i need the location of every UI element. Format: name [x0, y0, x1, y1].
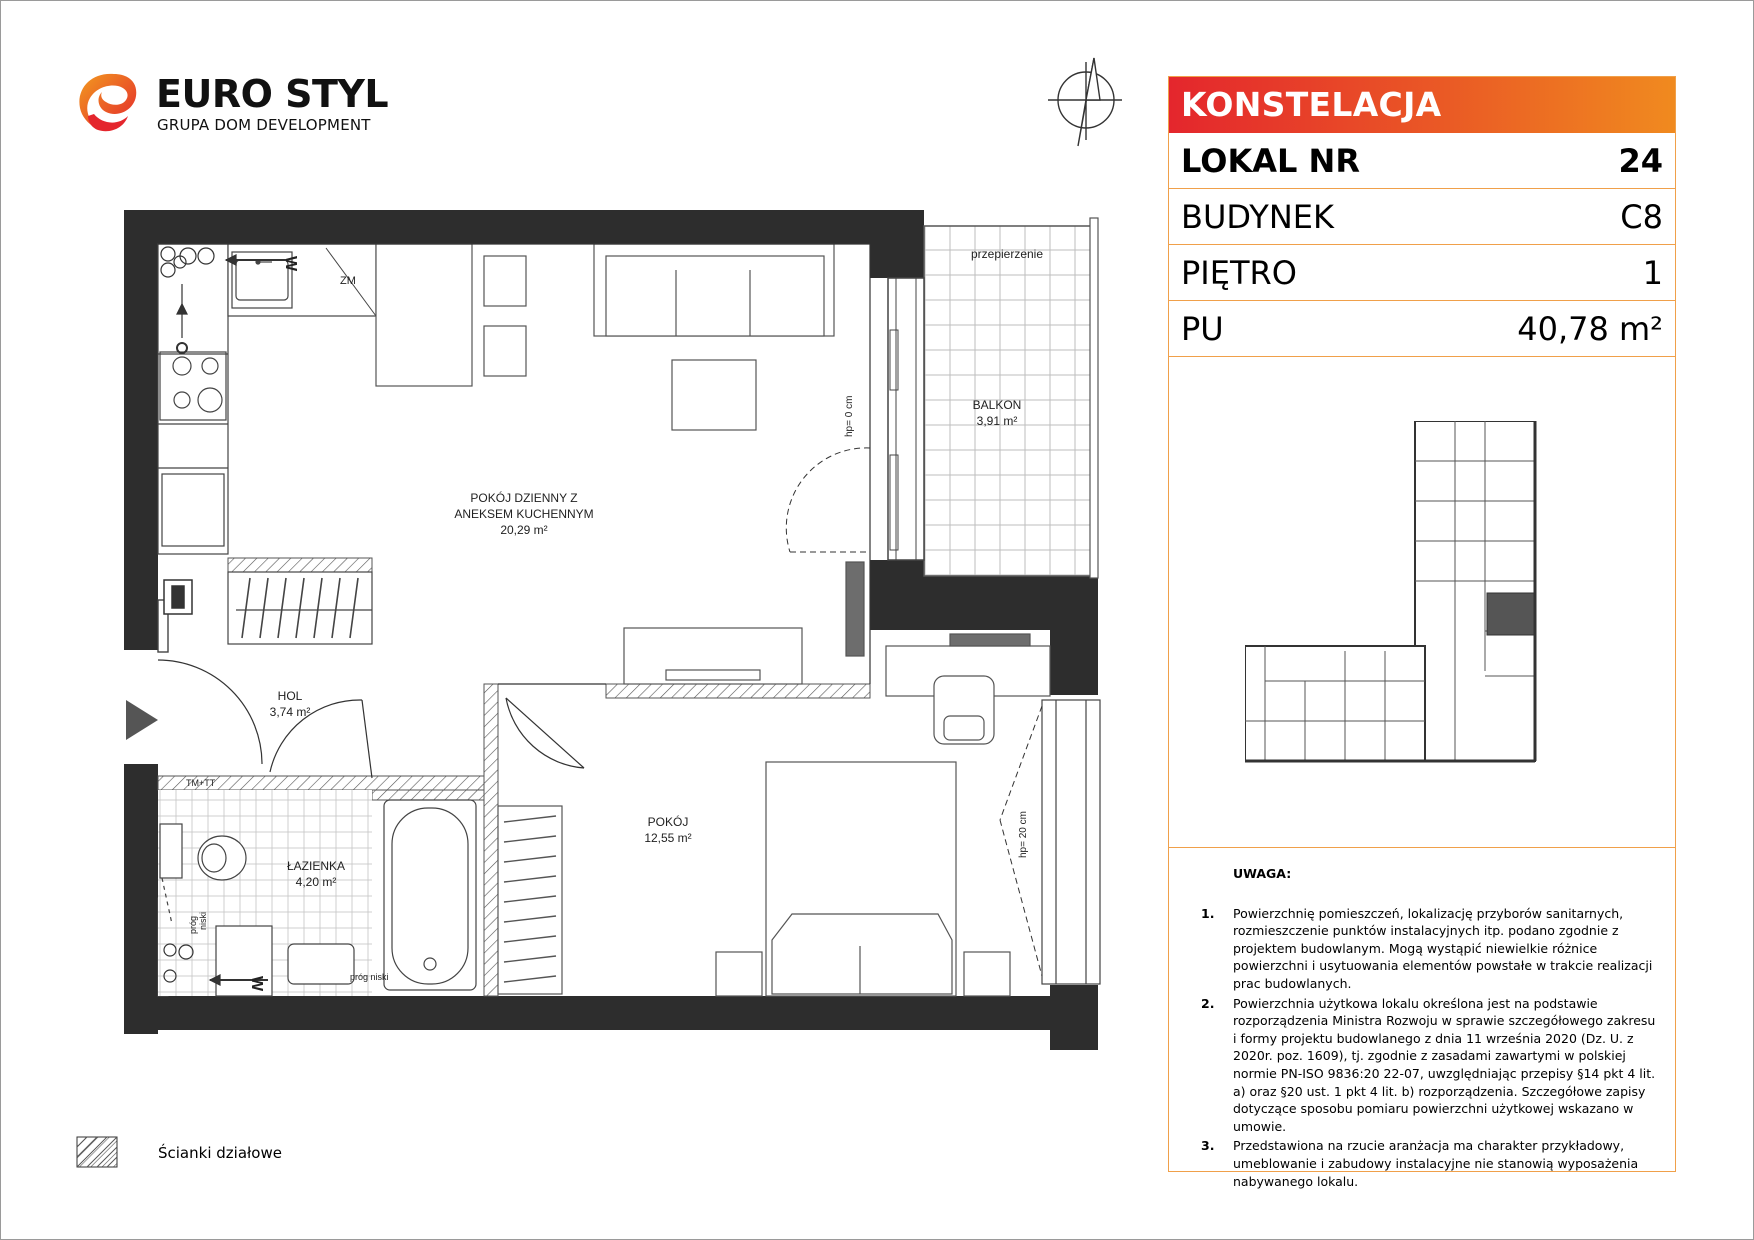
note-number: 2. [1201, 995, 1215, 1011]
notes-title: UWAGA: [1233, 866, 1292, 881]
bedroom-furniture [498, 762, 1010, 996]
balcony-door-swing [786, 448, 870, 552]
hall-door-swing [158, 660, 584, 778]
notes-divider [1169, 847, 1675, 848]
info-value: C8 [1620, 198, 1663, 236]
bathroom-name: ŁAZIENKA [286, 859, 346, 873]
note-item [1187, 905, 1657, 993]
tv-unit [624, 562, 864, 684]
info-value: 24 [1618, 142, 1663, 180]
balcony-area: 3,91 m² [976, 414, 1018, 428]
info-value: 1 [1642, 254, 1663, 292]
hall-name: HOL [277, 689, 303, 703]
info-panel [1168, 76, 1676, 1189]
hp0-label: hp= 0 cm [844, 395, 855, 437]
info-row-unit [1169, 133, 1675, 189]
note-number: 1. [1201, 905, 1215, 921]
bathroom-prog-label-1: próg [188, 915, 198, 934]
building-key-plan [1245, 421, 1555, 781]
living-room-name-1: POKÓJ DZIENNY Z [470, 491, 578, 505]
room-area: 12,55 m² [644, 831, 692, 845]
bathroom-area: 4,20 m² [295, 875, 337, 889]
bathroom-tm-tt: TM+TT [186, 778, 216, 788]
info-label: LOKAL NR [1181, 142, 1360, 180]
kitchen-counter [158, 244, 376, 554]
bathroom-prog-label-2: niski [198, 911, 208, 930]
hall-area: 3,74 m² [269, 705, 311, 719]
living-room-name-2: ANEKSEM KUCHENNYM [454, 507, 594, 521]
living-wardrobe [228, 572, 372, 644]
brand-tagline: GRUPA DOM DEVELOPMENT [157, 116, 371, 134]
water-meter-w-kitchen: W [282, 256, 299, 272]
desk [886, 634, 1050, 744]
info-row-floor [1169, 245, 1675, 301]
balcony-name: BALKON [972, 398, 1022, 412]
water-meter-w-bathroom: W [248, 976, 265, 992]
note-number: 3. [1201, 1138, 1215, 1154]
project-name: KONSTELACJA [1181, 85, 1442, 124]
legend-label: Ścianki działowe [158, 1144, 282, 1162]
info-value: 40,78 m² [1517, 310, 1663, 348]
room-name: POKÓJ [647, 815, 689, 829]
project-banner [1169, 77, 1675, 133]
hp20-label: hp= 20 cm [1018, 811, 1029, 858]
highlighted-unit [1487, 593, 1535, 635]
living-room-area: 20,29 m² [500, 523, 548, 537]
hatch-swatch-icon [76, 1136, 118, 1168]
notes-section [1187, 865, 1657, 1192]
note-item [1187, 995, 1657, 1136]
bathroom-prog-niski: próg niski [350, 972, 389, 982]
note-text: Powierzchnia użytkowa lokalu określona jest na podstawie rozporządzenia Ministra Rozwoju w sprawie szczegółowego zakresu i formy projektu budowlanego z dnia 11 września 2020 (Dz. U. z 2020r. poz. 1609), tj. zgodnie z zasadami zawartymi w polskiej normie PN-ISO 9836:20 22-07, uwzględniając przepisy §14 pkt 4 lit. a) oraz §20 ust. 1 pkt 4 lit. b) rozporządzenia. Szczegółowe zapisy dotyczące sposobu pomiaru powierzchni użytkowej wskazano w umowie. [1233, 995, 1656, 1134]
room-window [1042, 700, 1100, 984]
info-label: PU [1181, 310, 1224, 348]
living-furniture [376, 244, 834, 430]
note-text: Powierzchnię pomieszczeń, lokalizację przyborów sanitarnych, rozmieszczenie punktów instalacyjnych itp. podano zgodnie z projektem budowlanym. Mogą wystąpić niewielkie różnice powierzchni i usytuowania elementów powstałe w trakcie realizacji prac budowlanych. [1233, 905, 1653, 991]
note-text: Przedstawiona na rzucie aranżacja ma charakter przykładowy, umeblowanie i zabudowy instalacyjne nie stanowią wyposażenia nabywanego lokalu. [1233, 1138, 1639, 1189]
fridge-label-zm: ZM [340, 275, 356, 287]
info-label: BUDYNEK [1181, 198, 1334, 236]
info-row-area [1169, 301, 1675, 357]
heater-box [164, 580, 192, 614]
legend [74, 1134, 374, 1174]
info-label: PIĘTRO [1181, 254, 1297, 292]
balcony-partition-label: przepierzenie [970, 247, 1044, 261]
north-arrow-icon [1048, 58, 1122, 146]
brand-name: EURO STYL [156, 72, 389, 116]
note-item [1187, 1137, 1657, 1190]
info-row-building [1169, 189, 1675, 245]
